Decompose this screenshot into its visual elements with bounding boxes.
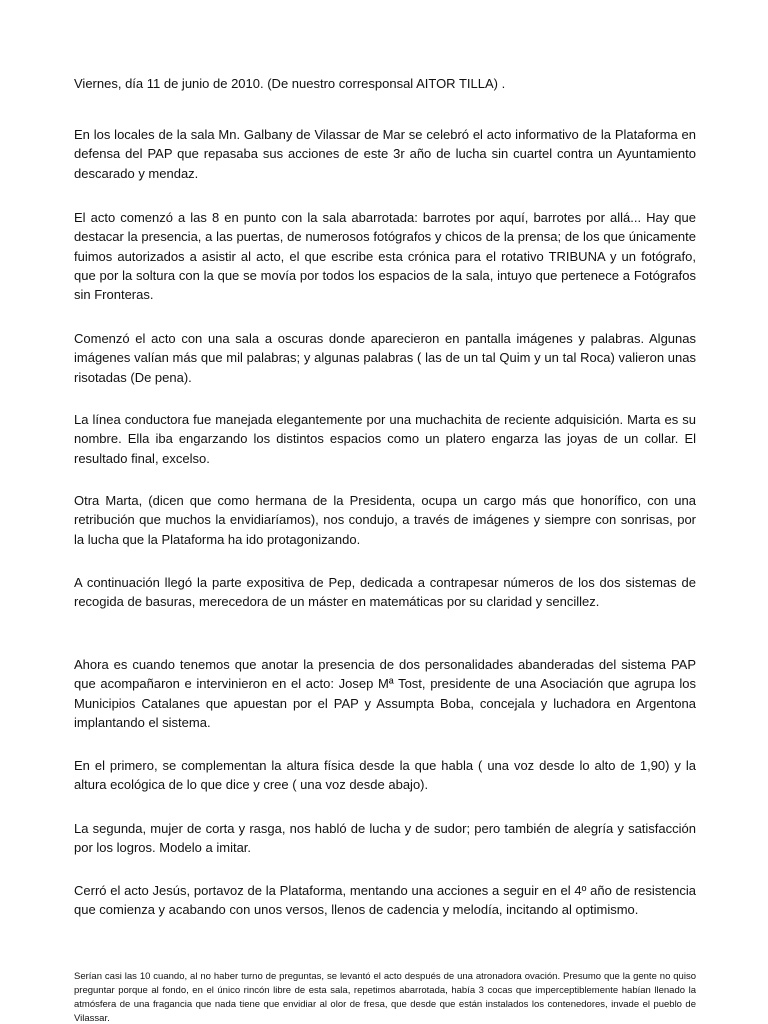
document-page xyxy=(74,0,696,1024)
paragraph-otra-marta: Otra Marta, (dicen que como hermana de la Presidenta, ocupa un cargo más que honorífico, con una retribución que muchos la envidiaríamos), nos condujo, a través de imágenes y siempre con sonrisas, por la lucha que la Plataforma ha ido protagonizando. xyxy=(74,493,696,547)
dateline: Viernes, día 11 de junio de 2010. (De nuestro corresponsal AITOR TILLA) . xyxy=(74,76,506,91)
footnote: Serían casi las 10 cuando, al no haber turno de preguntas, se levantó el acto después de una atronadora ovación. Presumo que la gente no quiso preguntar porque al fondo, en el único rincón libre de esta sala, repetimos abarrotada, había 3 cocas que imperceptiblemente habían llenado la atmósfera de una fragancia que nada tiene que envidiar al olor de fresa, que desde que están instalados los contenedores, invade el pueblo de Vilassar. xyxy=(74,971,696,1024)
paragraph-primero: En el primero, se complementan la altura física desde la que habla ( una voz desde lo alto de 1,90) y la altura ecológica de lo que dice y cree ( una voz desde abajo). xyxy=(74,758,696,793)
paragraph-segunda: La segunda, mujer de corta y rasga, nos habló de lucha y de sudor; pero también de alegría y satisfacción por los logros. Modelo a imitar. xyxy=(74,821,696,856)
paragraph-start: El acto comenzó a las 8 en punto con la sala abarrotada: barrotes por aquí, barrotes por allá... Hay que destacar la presencia, a las puertas, de numerosos fotógrafos y chicos de la prensa; de los que únicamente fuimos autorizados a asistir al acto, el que escribe esta crónica para el rotativo TRIBUNA y un fotógrafo, que por la soltura con la que se movía por todos los espacios de la sala, intuyo que pertenece a Fotógrafos sin Fronteras. xyxy=(74,210,696,303)
paragraph-intro: En los locales de la sala Mn. Galbany de Vilassar de Mar se celebró el acto informativo de la Plataforma en defensa del PAP que repasaba sus acciones de este 3r año de lucha sin cuartel contra un Ayuntamiento descarado y mendaz. xyxy=(74,127,696,181)
paragraph-screen: Comenzó el acto con una sala a oscuras donde aparecieron en pantalla imágenes y palabras. Algunas imágenes valían más que mil palabras; y algunas palabras ( las de un tal Quim y un tal Roca) valieron unas risotadas (De pena). xyxy=(74,331,696,385)
paragraph-marta: La línea conductora fue manejada elegantemente por una muchachita de reciente adquisición. Marta es su nombre. Ella iba engarzando los distintos espacios como un platero engarza las joyas de un collar. El resultado final, excelso. xyxy=(74,412,696,466)
paragraph-cierre: Cerró el acto Jesús, portavoz de la Plataforma, mentando una acciones a seguir en el 4º año de resistencia que comienza y acabando con unos versos, llenos de cadencia y melodía, incitando al optimismo. xyxy=(74,883,696,918)
paragraph-personalidades: Ahora es cuando tenemos que anotar la presencia de dos personalidades abanderadas del sistema PAP que acompañaron e intervinieron en el acto: Josep Mª Tost, presidente de una Asociación que agrupa los Municipios Catalanes que apuestan por el PAP y Assumpta Boba, concejala y luchadora en Argentona implantando el sistema. xyxy=(74,657,696,730)
paragraph-pep: A continuación llegó la parte expositiva de Pep, dedicada a contrapesar números de los dos sistemas de recogida de basuras, merecedora de un máster en matemáticas por su claridad y sencillez. xyxy=(74,575,696,610)
